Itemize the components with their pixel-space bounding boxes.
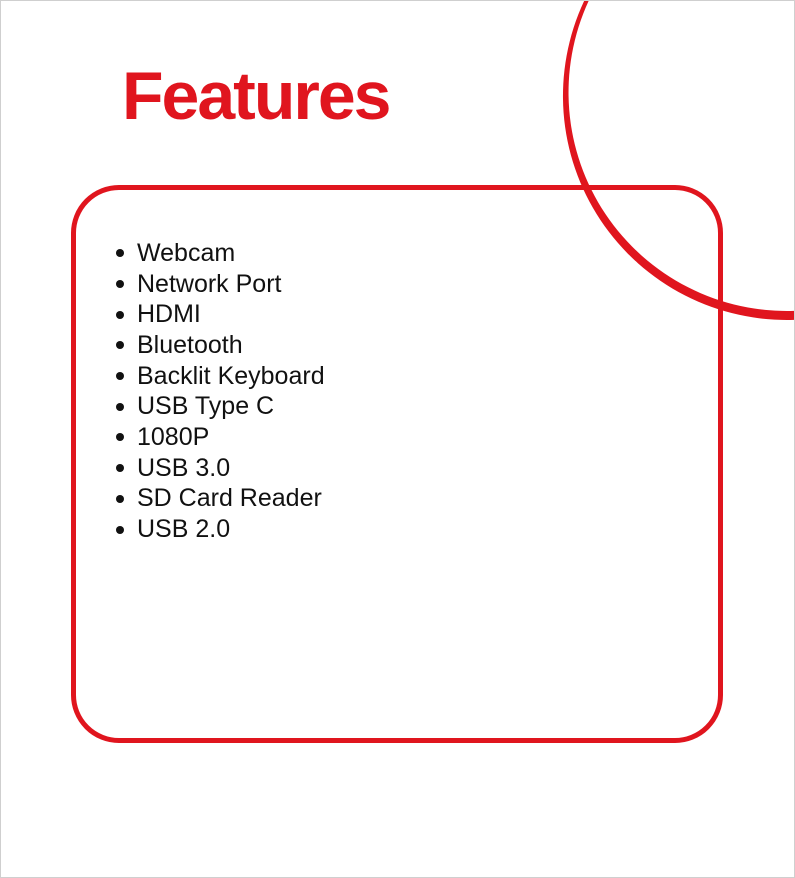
list-item xyxy=(116,330,698,361)
feature-label: HDMI xyxy=(137,300,201,329)
bullet-icon xyxy=(116,372,124,380)
feature-label: USB 2.0 xyxy=(137,515,231,544)
feature-label: Backlit Keyboard xyxy=(137,361,325,390)
bullet-icon xyxy=(116,341,124,349)
list-item xyxy=(116,391,698,422)
list-item xyxy=(116,238,698,269)
list-item xyxy=(116,361,698,392)
bullet-icon xyxy=(116,280,124,288)
feature-label: Webcam xyxy=(137,238,236,267)
bullet-icon xyxy=(116,464,124,472)
feature-label: USB 3.0 xyxy=(137,453,231,482)
bullet-icon xyxy=(116,526,124,534)
feature-label: SD Card Reader xyxy=(137,484,322,513)
list-item xyxy=(116,299,698,330)
page-title: Features xyxy=(122,58,390,134)
list-item xyxy=(116,269,698,300)
list-item xyxy=(116,422,698,453)
bullet-icon xyxy=(116,403,124,411)
feature-label: Bluetooth xyxy=(137,330,243,359)
feature-label: 1080P xyxy=(137,422,210,451)
list-item xyxy=(116,453,698,484)
bullet-icon xyxy=(116,249,124,257)
feature-label: Network Port xyxy=(137,269,282,298)
bullet-icon xyxy=(116,495,124,503)
bullet-icon xyxy=(116,433,124,441)
list-item xyxy=(116,484,698,515)
feature-list xyxy=(76,190,718,545)
list-item xyxy=(116,514,698,545)
bullet-icon xyxy=(116,311,124,319)
features-box xyxy=(71,185,723,743)
feature-label: USB Type C xyxy=(137,392,275,421)
